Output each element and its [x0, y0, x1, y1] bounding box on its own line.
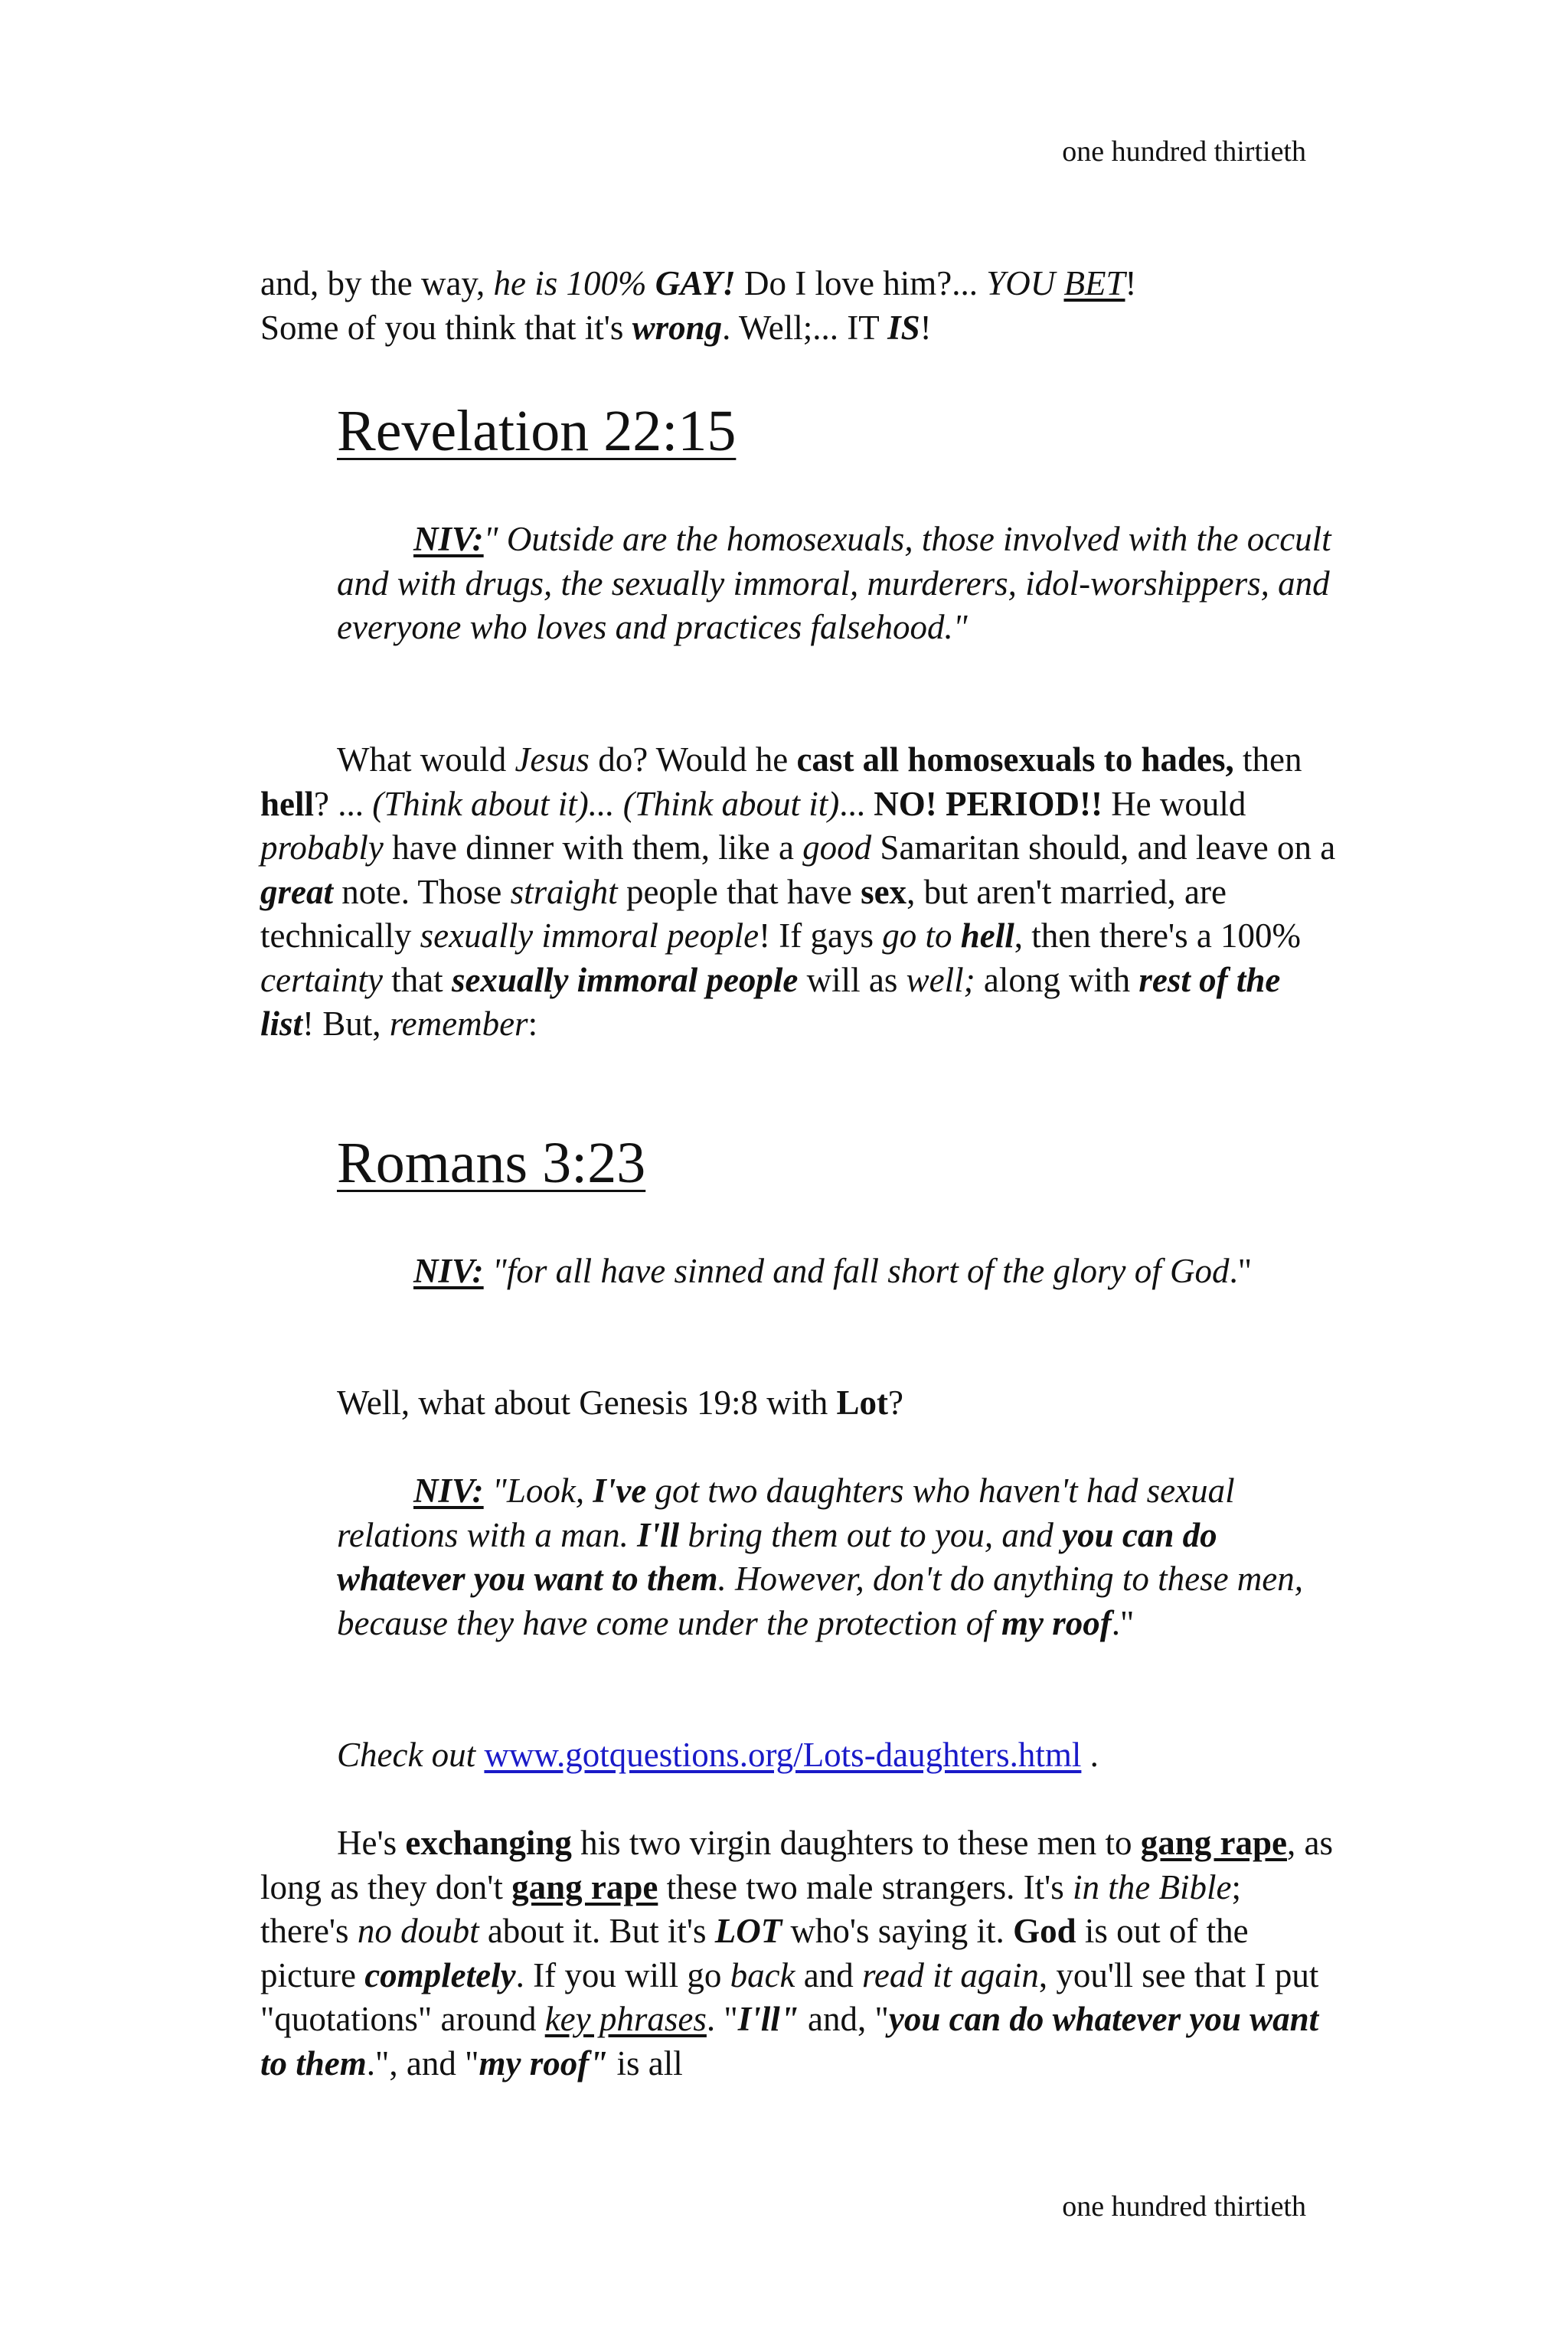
page-header: one hundred thirtieth — [1062, 136, 1306, 168]
page-footer: one hundred thirtieth — [1062, 2190, 1306, 2223]
niv-label: NIV: — [413, 1472, 484, 1510]
paragraph-lot: He's exchanging his two virgin daughters to these men to gang rape, as long as they don't gang rape these two male strangers. It's in the Bible; there's no doubt about it. But it's LOT who's saying it. God is out of the picture completely. If you will go back and read it again, you'll see that I put "quotations" around key phrases. "I'll" and, "you can do whatever you want to them.", and "my roof" is all — [260, 1824, 1333, 2082]
checkout-line: Check out www.gotquestions.org/Lots-daughters.html . — [337, 1736, 1099, 1774]
quote-genesis: NIV: "Look, I've got two daughters who haven't had sexual relations with a man. I'll bring them out to you, and you can do whatever you want to them. However, don't do anything to these men, because they have come under the protection of my roof." — [337, 1472, 1304, 1642]
gotquestions-link[interactable]: www.gotquestions.org/Lots-daughters.html — [484, 1736, 1082, 1774]
paragraph-intro — [260, 262, 1336, 350]
niv-label: NIV: — [413, 520, 484, 558]
scripture-heading-revelation: Revelation 22:15 — [337, 399, 737, 463]
paragraph-jesus: What would Jesus do? Would he cast all homosexuals to hades, then hell? ... (Think about it)... (Think about it)... NO! PERIOD!! He would probably have dinner with them, like a good Samaritan should, and leave on a great note. Those straight people that have sex, but aren't married, are technically sexually immoral people! If gays go to hell, then there's a 100% certainty that sexually immoral people will as well; along with rest of the list! But, remember: — [260, 740, 1336, 1043]
intro-line-1: and, by the way, he is 100% GAY! Do I love him?... YOU BET! — [260, 264, 1137, 302]
quote-romans: NIV: "for all have sinned and fall short of the glory of God." — [413, 1252, 1253, 1290]
niv-label: NIV: — [413, 1252, 484, 1290]
scripture-heading-romans: Romans 3:23 — [337, 1131, 646, 1195]
paragraph-genesis: Well, what about Genesis 19:8 with Lot? — [337, 1383, 904, 1422]
quote-revelation — [337, 518, 1336, 650]
intro-line-2: Some of you think that it's wrong. Well;... IT IS! — [260, 308, 932, 347]
quote-text: " Outside are the homosexuals, those involved with the occult and with drugs, the sexually immoral, murderers, idol-worshippers, and everyone who loves and practices falsehood." — [337, 520, 1331, 646]
